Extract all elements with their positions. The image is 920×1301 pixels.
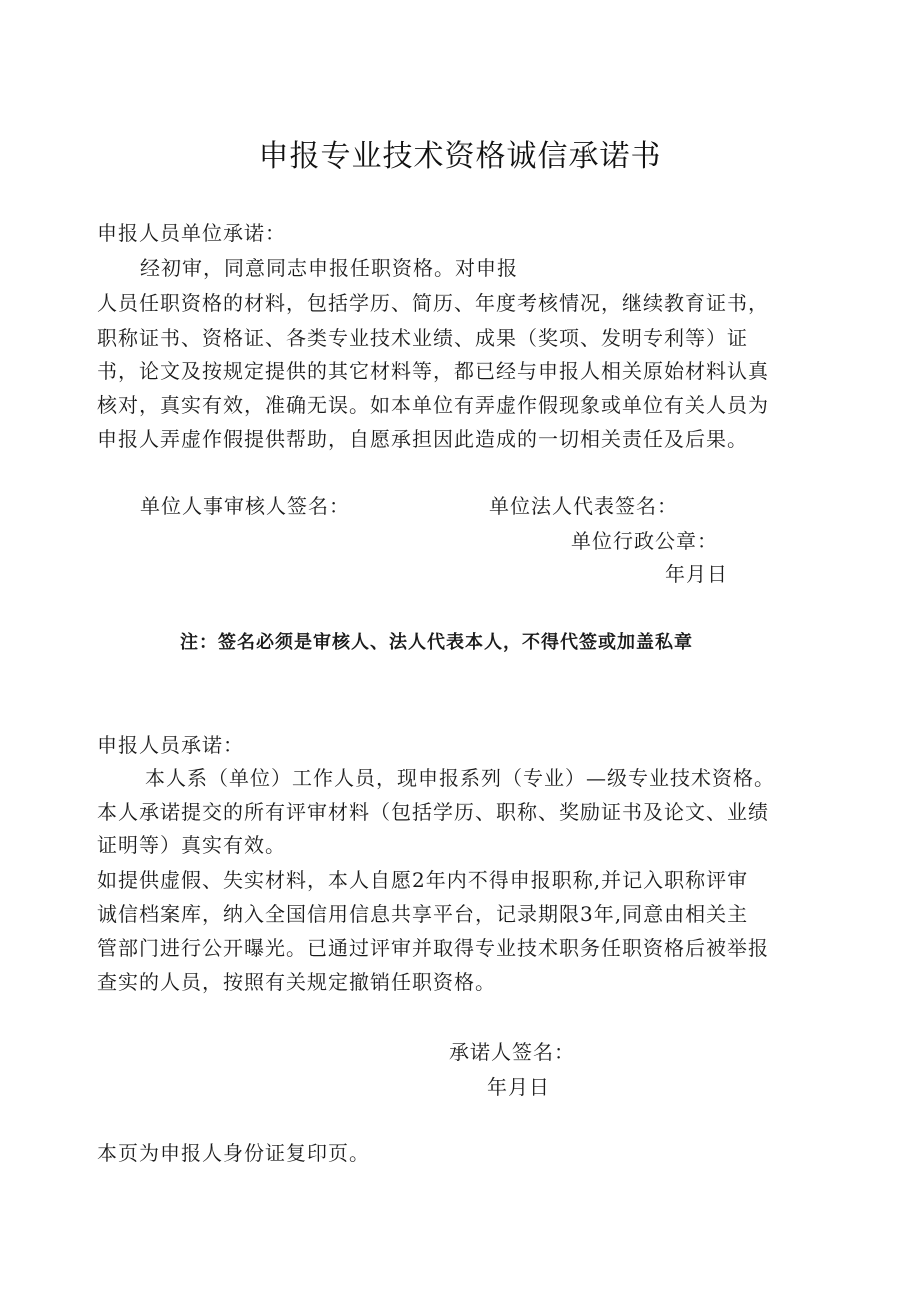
unit-seal-label: 单位行政公章： [571,529,718,553]
unit-commitment-line: 书，论文及按规定提供的其它材料等，都已经与申报人相关原始材料认真 [97,359,769,383]
unit-commitment-line: 申报人弄虚作假提供帮助，自愿承担因此造成的一切相关责任及后果。 [97,427,748,451]
applicant-commitment-line: 管部门进行公开曝光。已通过评审并取得专业技术职务任职资格后被举报 [97,936,769,960]
unit-commitment-line: 职称证书、资格证、各类专业技术业绩、成果（奖项、发明专利等）证 [97,326,748,350]
unit-commitment-line: 经初审，同意同志申报任职资格。对申报 [140,256,518,280]
applicant-date-label: 年月日 [487,1075,550,1099]
unit-commitment-line: 人员任职资格的材料，包括学历、简历、年度考核情况，继续教育证书， [97,291,769,315]
unit-date-label: 年月日 [665,562,728,586]
applicant-commitment-line: 本人承诺提交的所有评审材料（包括学历、职称、奖励证书及论文、业绩 [97,800,769,824]
document-title: 申报专业技术资格诚信承诺书 [258,139,662,174]
legal-rep-signature-label: 单位法人代表签名： [489,494,678,518]
hr-reviewer-signature-label: 单位人事审核人签名： [140,494,350,518]
applicant-commitment-line: 本人系（单位）工作人员，现申报系列（专业）—级专业技术资格。 [145,766,775,790]
signature-note: 注：签名必须是审核人、法人代表本人，不得代签或加盖私章 [180,632,693,653]
applicant-commitment-line: 如提供虚假、失实材料，本人自愿2年内不得申报职称,并记入职称评审 [97,868,749,892]
applicant-commitment-line: 查实的人员，按照有关规定撤销任职资格。 [97,970,496,994]
unit-commitment-line: 核对，真实有效，准确无误。如本单位有弄虚作假现象或单位有关人员为 [97,393,769,417]
unit-commitment-heading: 申报人员单位承诺： [97,221,286,245]
applicant-signature-label: 承诺人签名： [449,1040,575,1064]
applicant-commitment-heading: 申报人员承诺： [97,733,244,757]
applicant-commitment-line: 证明等）真实有效。 [97,833,286,857]
applicant-commitment-line: 诚信档案库，纳入全国信用信息共享平台，记录期限3年,同意由相关主 [97,902,749,926]
id-copy-footer: 本页为申报人身份证复印页。 [97,1141,370,1165]
